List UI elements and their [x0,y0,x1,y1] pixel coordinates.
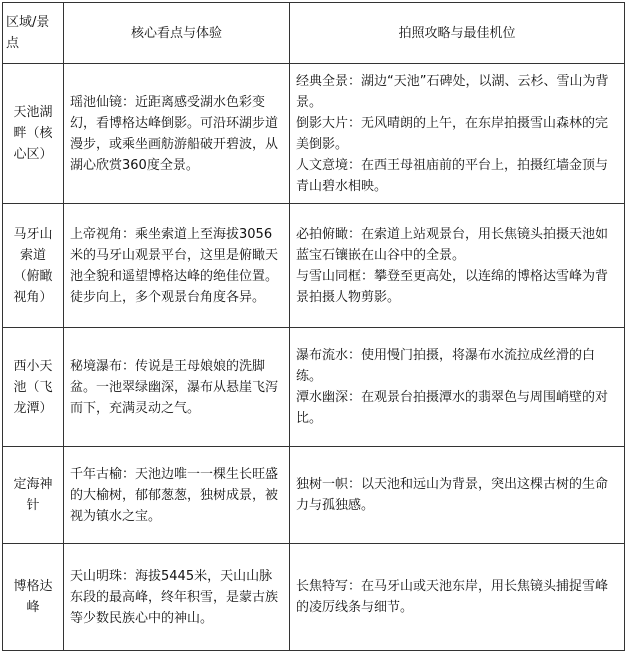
highlight-cell: 上帝视角：乘坐索道上至海拔3056米的马牙山观景平台，这里是俯瞰天池全貌和遥望博格达峰的绝佳位置。徒步向上，多个观景台角度各异。 [64,204,290,328]
photo-tip: 倒影大片：无风晴朗的上午，在东岸拍摄雪山森林的完美倒影。 [296,115,609,152]
photo-tip: 潭水幽深：在观景台拍摄潭水的翡翠色与周围峭壁的对比。 [296,390,609,426]
table-row [3,64,625,204]
table-row [3,328,625,447]
header-photo: 拍照攻略与最佳机位 [290,3,625,64]
region-cell: 天池湖畔（核心区） [3,64,64,204]
photo-tips-cell [290,64,625,204]
header-region: 区域/景点 [3,3,64,64]
table-row [3,544,625,651]
scenic-guide-table [2,2,625,651]
photo-tip: 必拍俯瞰：在索道上站观景台，用长焦镜头拍摄天池如蓝宝石镶嵌在山谷中的全景。 [296,226,609,263]
region-cell: 西小天池（飞龙潭） [3,328,64,447]
photo-tip: 独树一帜：以天池和远山为背景，突出这棵古树的生命力与孤独感。 [296,477,609,513]
region-cell: 马牙山索道（俯瞰视角） [3,204,64,328]
photo-tips-cell [290,204,625,328]
highlight-cell: 天山明珠：海拔5445米，天山山脉东段的最高峰，终年积雪，是蒙古族等少数民族心中的神山。 [64,544,290,651]
table-row [3,204,625,328]
region-cell: 定海神针 [3,447,64,544]
photo-tip: 经典全景：湖边“天池”石碑处，以湖、云杉、雪山为背景。 [296,73,609,110]
photo-tip: 长焦特写：在马牙山或天池东岸，用长焦镜头捕捉雪峰的凌厉线条与细节。 [296,579,609,615]
highlight-cell: 秘境瀑布：传说是王母娘娘的洗脚盆。一池翠绿幽深，瀑布从悬崖飞泻而下，充满灵动之气。 [64,328,290,447]
photo-tip: 人文意境：在西王母祖庙前的平台上，拍摄红墙金顶与青山碧水相映。 [296,157,609,194]
table-header-row [3,3,625,64]
photo-tips-cell [290,544,625,651]
highlight-cell: 千年古榆：天池边唯一一棵生长旺盛的大榆树，郁郁葱葱，独树成景，被视为镇水之宝。 [64,447,290,544]
highlight-cell: 瑶池仙镜：近距离感受湖水色彩变幻，看博格达峰倒影。可沿环湖步道漫步，或乘坐画舫游船破开碧波，从湖心欣赏360度全景。 [64,64,290,204]
table-row [3,447,625,544]
photo-tip: 瀑布流水：使用慢门拍摄，将瀑布水流拉成丝滑的白练。 [296,348,596,384]
photo-tip: 与雪山同框：攀登至更高处，以连绵的博格达雪峰为背景拍摄人物剪影。 [296,268,609,305]
region-cell: 博格达峰 [3,544,64,651]
photo-tips-cell [290,328,625,447]
header-highlights: 核心看点与体验 [64,3,290,64]
photo-tips-cell [290,447,625,544]
